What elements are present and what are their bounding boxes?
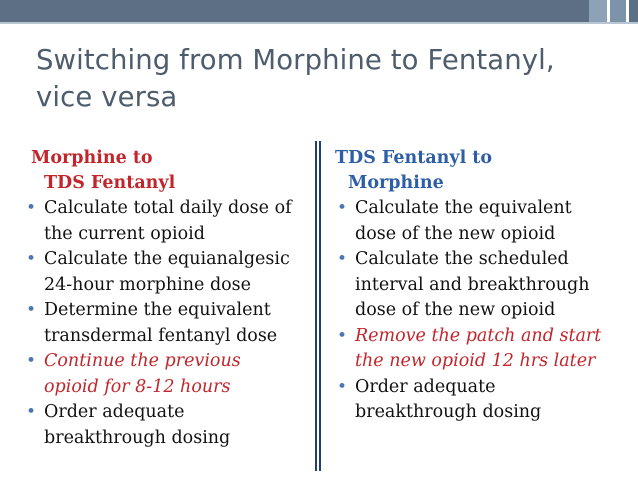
bullet-icon: • [26,351,37,371]
list-item-line: Calculate total daily dose of [44,198,292,218]
list-item-line: opioid for 8-12 hours [44,376,231,397]
left-bullet-list [20,196,315,451]
list-item-line: Continue the previous [44,351,241,371]
left-heading-line2: TDS Fentanyl [44,173,176,193]
list-item-emphasis [335,324,619,375]
list-item-line: interval and breakthrough [355,274,590,295]
list-item-line: the current opioid [44,223,205,244]
left-column [20,141,317,471]
list-item-line: Order adequate [355,376,496,397]
list-item [335,375,619,426]
list-item-emphasis [24,349,315,400]
bullet-icon: • [26,300,37,320]
slide-title-line2: vice versa [36,81,178,113]
list-item [24,247,315,298]
list-item-line: breakthrough dosing [355,402,542,422]
list-item-line: Determine the equivalent [44,300,271,320]
list-item-line: Calculate the equivalent [355,198,572,218]
bullet-icon: • [337,325,348,346]
list-item-line: breakthrough dosing [44,427,231,448]
list-item-line: transdermal fentanyl dose [44,325,278,346]
right-bullet-list [321,196,619,426]
list-item-line: 24-hour morphine dose [44,274,252,295]
slide-title-line1: Switching from Morphine to Fentanyl, [36,44,555,76]
list-item [24,400,315,451]
bullet-icon: • [337,376,348,397]
bullet-icon: • [26,402,37,422]
list-item [335,247,619,324]
list-item-line: dose of the new opioid [355,223,556,244]
decor-square [629,0,638,22]
header-bar [0,0,638,22]
list-item-line: Calculate the equianalgesic [44,249,290,269]
bullet-icon: • [337,198,348,218]
list-item-line: dose of the new opioid [355,300,556,320]
list-item-line: Order adequate [44,402,185,422]
header-bar-underline [0,22,638,24]
right-heading-line2: Morphine [348,173,444,193]
left-heading-line1: Morphine to [31,148,153,168]
bullet-icon: • [337,249,348,269]
right-column [319,141,619,471]
right-column-heading [321,146,619,196]
bullet-icon: • [26,249,37,269]
decor-square [610,0,626,22]
list-item-line: Calculate the scheduled [355,249,569,269]
decor-square [589,0,607,22]
list-item [24,196,315,247]
left-column-heading [20,146,315,196]
bullet-icon: • [26,198,37,218]
header-decoration [589,0,638,22]
list-item-line: the new opioid 12 hrs later [355,351,596,371]
list-item-line: Remove the patch and start [355,325,602,346]
right-heading-line1: TDS Fentanyl to [335,148,493,168]
slide-title [36,42,626,116]
list-item [335,196,619,247]
list-item [24,298,315,349]
